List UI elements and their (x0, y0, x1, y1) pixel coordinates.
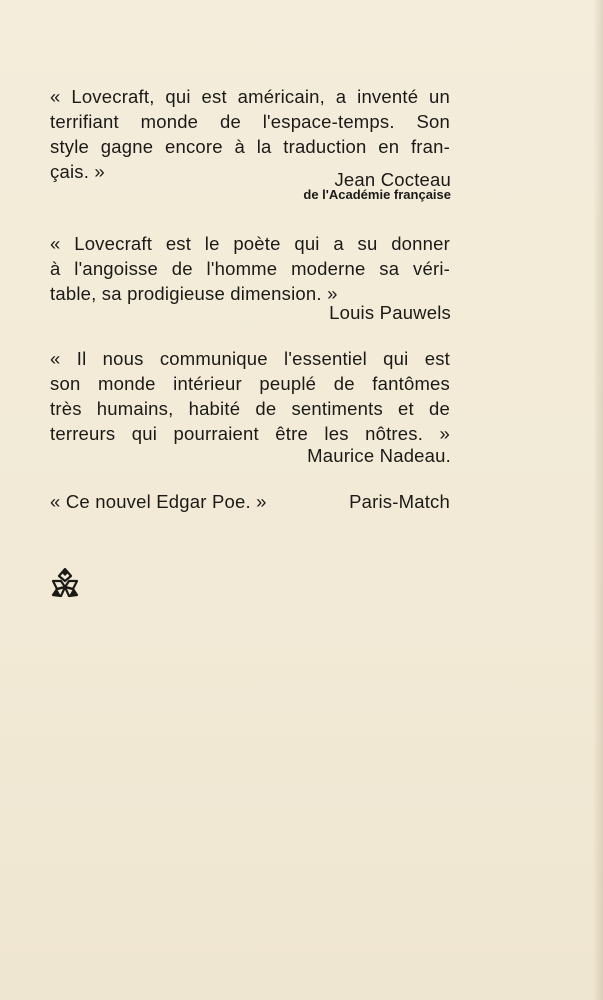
quote-author: Maurice Nadeau. (307, 445, 451, 466)
quote-pauwels (50, 231, 450, 306)
quote-author: Paris-Match (349, 491, 450, 512)
quote-line: « Lovecraft, qui est américain, a inventé un (50, 86, 450, 107)
quote-line: çais. » (50, 161, 105, 182)
quote-paris-match (50, 489, 450, 514)
publisher-book-logo-icon (47, 565, 83, 601)
quote-line: à l'angoisse de l'homme moderne sa véri- (50, 258, 450, 279)
quote-line: table, sa prodigieuse dimension. » (50, 283, 338, 304)
quote-author: Louis Pauwels (329, 302, 451, 323)
quote-line: « Il nous communique l'essentiel qui est (50, 348, 450, 369)
quote-author-affiliation: de l'Académie française (303, 187, 451, 202)
quote-line: terreurs qui pourraient être les nôtres. » (50, 423, 450, 444)
quote-nadeau (50, 346, 450, 446)
quote-line: « Lovecraft est le poète qui a su donner (50, 233, 450, 254)
quote-author: Jean Cocteau (334, 169, 451, 190)
quote-line: « Ce nouvel Edgar Poe. » (50, 491, 267, 512)
quote-line: son monde intérieur peuplé de fantômes (50, 373, 450, 394)
quote-line: très humains, habité de sentiments et de (50, 398, 450, 419)
quote-line: style gagne encore à la traduction en fran- (50, 136, 450, 157)
quote-line: terrifiant monde de l'espace-temps. Son (50, 111, 450, 132)
